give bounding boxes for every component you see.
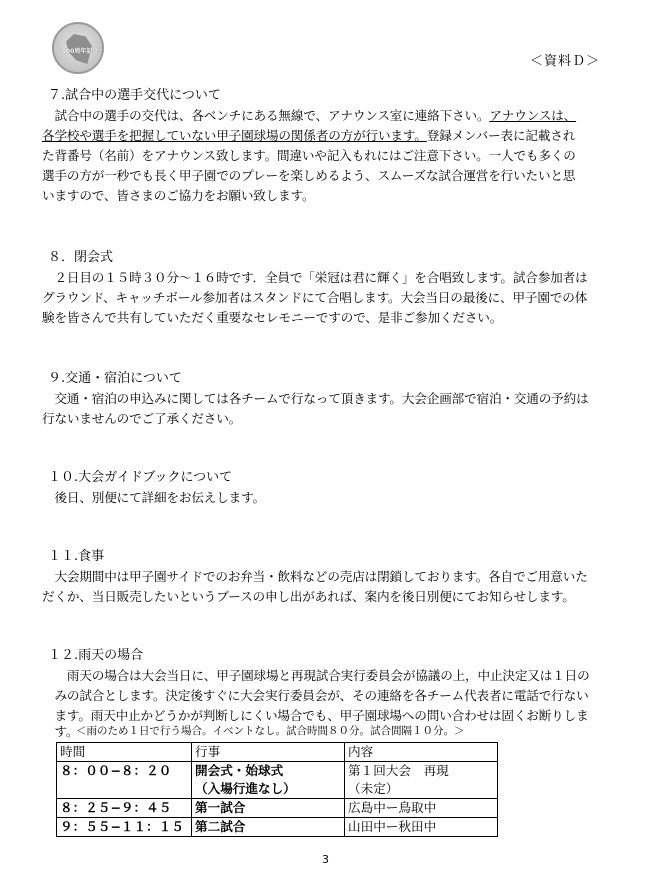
section-8-line: ２日目の１５時３０分～１６時です．全員で「栄冠は君に輝く」を合唱致します。試合参加者は xyxy=(42,270,588,285)
time-cell: ８：２５−９：４５ xyxy=(57,799,192,818)
table-header-row xyxy=(57,743,498,762)
section-10-title: １０.大会ガイドブックについて xyxy=(48,470,233,485)
section-7-line: 選手の方が一秒でも長く甲子園でのプレーを楽しめるよう、スムーズな試合運営を行いたいと思 xyxy=(42,168,576,183)
section-7-line: 試合中の選手の交代は、各ベンチにある無線で、アナウンス室に連絡下さい。アナウンスは、 xyxy=(42,108,577,123)
section-12-line: みの試合とします。決定後すぐに大会実行委員会が、その連絡を各チーム代表者に電話で行ない xyxy=(42,688,589,703)
logo-label: 100周年記念 xyxy=(61,48,99,55)
event-cell: 第一試合 xyxy=(192,799,345,818)
section-9-title: ９.交通・宿泊について xyxy=(48,371,182,386)
centennial-logo xyxy=(52,22,104,74)
section-7-title: ７.試合中の選手交代について xyxy=(48,88,221,103)
content-cell: 広島中ー鳥取中 xyxy=(345,799,498,818)
column-header-event: 行事 xyxy=(192,743,345,762)
section-9-line: 交通・宿泊の申込みに関しては各チームで行なって頂きます。大会企画部で宿泊・交通の予約は xyxy=(42,391,589,406)
section-11-line: だくか、当日販売したいというブースの申し出があれば、案内を後日別便にてお知らせします。 xyxy=(42,589,575,604)
page-number: 3 xyxy=(322,853,329,866)
section-11-line: 大会期間中は甲子園サイドでのお弁当・飲料などの売店は閉鎖しております。各自でご用意いた xyxy=(42,569,588,584)
section-8-line: 験を皆さんで共有していただく重要なセレモニーですので、是非ご参加ください。 xyxy=(42,310,503,325)
event-cell: 開会式・始球式 （入場行進なし） xyxy=(192,762,345,799)
rain-schedule-note: ＜雨のため１日で行う場合。イベントなし。試合時間８０分。試合間隔１０分。＞ xyxy=(76,725,465,737)
table-row xyxy=(57,799,498,818)
section-12-title: １２.雨天の場合 xyxy=(48,648,144,663)
column-header-content: 内容 xyxy=(345,743,498,762)
underlined-text: 各学校や選手を把握していない甲子園球場の関係者の方が行います。 xyxy=(42,128,427,143)
section-10-line: 後日、別便にて詳細をお伝えします。 xyxy=(42,490,265,505)
section-7-line: 各学校や選手を把握していない甲子園球場の関係者の方が行います。登録メンバー表に記載され xyxy=(42,128,576,143)
section-7-line: いますので、皆さまのご協力をお願い致します。 xyxy=(42,188,315,203)
content-cell: 第１回大会 再現 （未定） xyxy=(345,762,498,799)
section-8-title: ８．閉会式 xyxy=(48,250,114,265)
section-8-line: グラウンド、キャッチボール参加者はスタンドにて合唱します。大会当日の最後に、甲子園での体 xyxy=(42,290,588,305)
section-12-line: ます。雨天中止かどうかが判断しにくい場合でも、甲子園球場への問い合わせは固くお断りしま xyxy=(42,708,589,723)
time-cell: ９：５５−１１：１５ xyxy=(57,818,192,837)
section-12-line: す。 xyxy=(42,724,79,739)
section-7-line: た背番号（名前）をアナウンス致します。間違いや記入もれにはご注意下さい。一人でも多くの xyxy=(42,148,576,163)
rain-schedule-table xyxy=(56,742,498,837)
time-cell: ８：００−８：２０ xyxy=(57,762,192,799)
section-11-title: １１.食事 xyxy=(48,549,105,564)
section-9-line: 行ないませんのでご了承ください。 xyxy=(42,411,242,426)
content-cell: 山田中ー秋田中 xyxy=(345,818,498,837)
underlined-text: アナウンスは、 xyxy=(489,108,577,123)
column-header-time: 時間 xyxy=(57,743,192,762)
section-12-line: 雨天の場合は大会当日に、甲子園球場と再現試合実行委員会が協議の上，中止決定又は１日の xyxy=(42,668,590,683)
table-row xyxy=(57,762,498,799)
document-reference: ＜資料Ｄ＞ xyxy=(530,54,601,69)
table-row xyxy=(57,818,498,837)
event-cell: 第二試合 xyxy=(192,818,345,837)
